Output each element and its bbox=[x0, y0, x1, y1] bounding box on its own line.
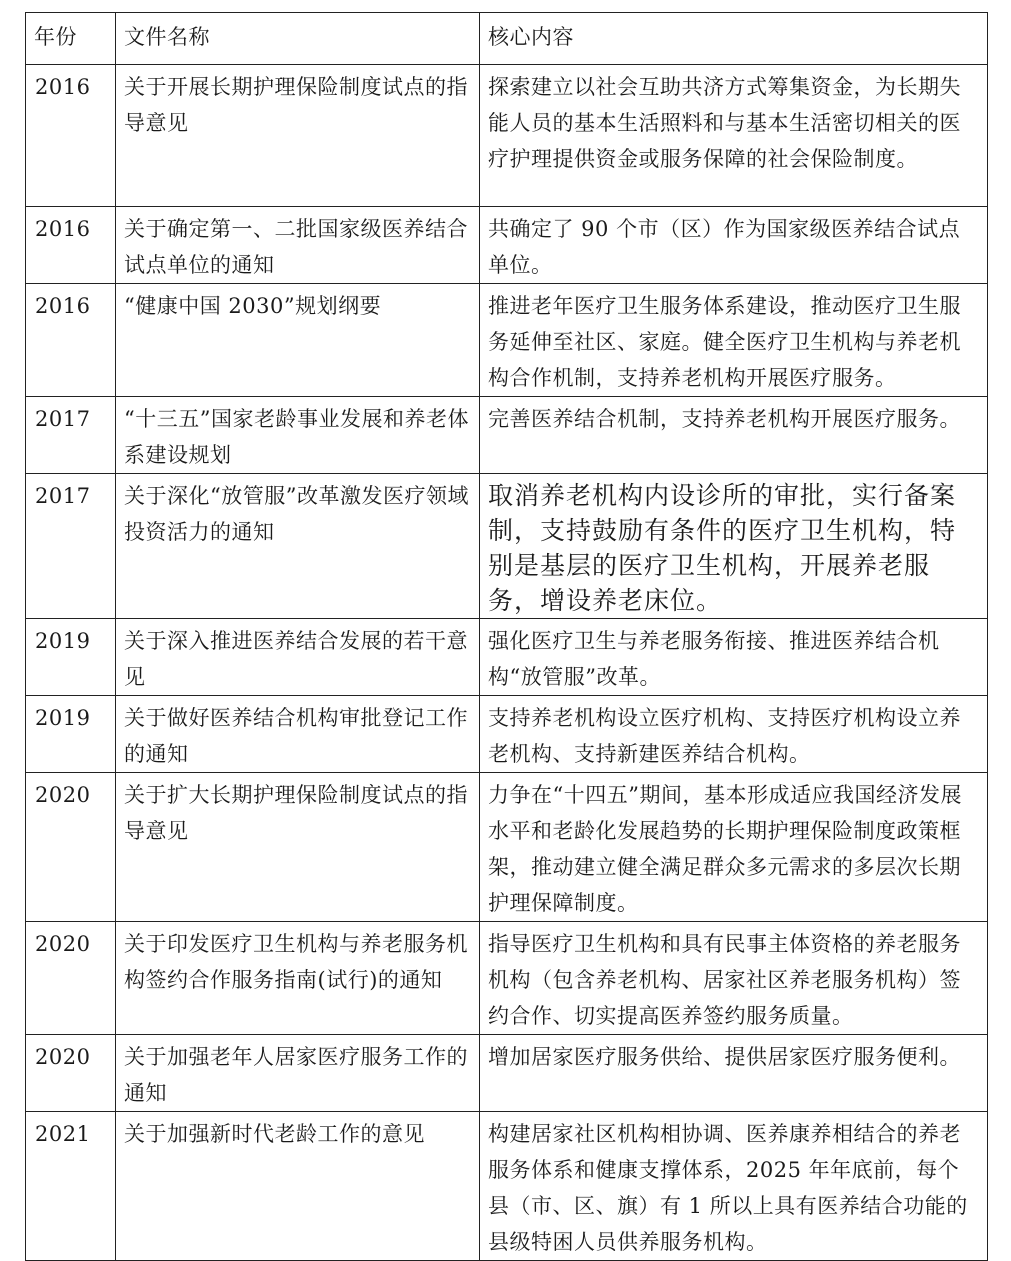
year-cell: 2020 bbox=[26, 1035, 116, 1112]
content-cell: 强化医疗卫生与养老服务衔接、推进医养结合机构“放管服”改革。 bbox=[480, 619, 988, 696]
year-cell: 2016 bbox=[26, 207, 116, 284]
file-name-cell: 关于加强老年人居家医疗服务工作的通知 bbox=[116, 1035, 480, 1112]
year-cell: 2020 bbox=[26, 773, 116, 922]
content-cell: 取消养老机构内设诊所的审批，实行备案制，支持鼓励有条件的医疗卫生机构，特别是基层的医疗卫生机构，开展养老服务，增设养老床位。 bbox=[480, 474, 988, 619]
table-row bbox=[26, 207, 988, 284]
header-year: 年份 bbox=[26, 13, 116, 65]
year-cell: 2021 bbox=[26, 1112, 116, 1261]
year-cell: 2017 bbox=[26, 474, 116, 619]
year-cell: 2020 bbox=[26, 922, 116, 1035]
content-cell: 推进老年医疗卫生服务体系建设，推动医疗卫生服务延伸至社区、家庭。健全医疗卫生机构与养老机构合作机制，支持养老机构开展医疗服务。 bbox=[480, 284, 988, 397]
table-row bbox=[26, 619, 988, 696]
content-cell: 支持养老机构设立医疗机构、支持医疗机构设立养老机构、支持新建医养结合机构。 bbox=[480, 696, 988, 773]
year-cell: 2016 bbox=[26, 65, 116, 207]
file-name-cell: “健康中国 2030”规划纲要 bbox=[116, 284, 480, 397]
header-file-name: 文件名称 bbox=[116, 13, 480, 65]
file-name-cell: 关于深入推进医养结合发展的若干意见 bbox=[116, 619, 480, 696]
table-row bbox=[26, 773, 988, 922]
table-header-row bbox=[26, 13, 988, 65]
file-name-cell: 关于扩大长期护理保险制度试点的指导意见 bbox=[116, 773, 480, 922]
header-core-content: 核心内容 bbox=[480, 13, 988, 65]
table-row bbox=[26, 65, 988, 207]
table-row bbox=[26, 1112, 988, 1261]
table-row bbox=[26, 397, 988, 474]
content-cell: 探索建立以社会互助共济方式筹集资金，为长期失能人员的基本生活照料和与基本生活密切相关的医疗护理提供资金或服务保障的社会保险制度。 bbox=[480, 65, 988, 207]
table-row bbox=[26, 1035, 988, 1112]
file-name-cell: “十三五”国家老龄事业发展和养老体系建设规划 bbox=[116, 397, 480, 474]
content-cell: 完善医养结合机制，支持养老机构开展医疗服务。 bbox=[480, 397, 988, 474]
table-row bbox=[26, 696, 988, 773]
table-row bbox=[26, 922, 988, 1035]
file-name-cell: 关于印发医疗卫生机构与养老服务机构签约合作服务指南(试行)的通知 bbox=[116, 922, 480, 1035]
content-cell: 力争在“十四五”期间，基本形成适应我国经济发展水平和老龄化发展趋势的长期护理保险制度政策框架，推动建立健全满足群众多元需求的多层次长期护理保障制度。 bbox=[480, 773, 988, 922]
year-cell: 2019 bbox=[26, 619, 116, 696]
year-cell: 2019 bbox=[26, 696, 116, 773]
table-row bbox=[26, 284, 988, 397]
file-name-cell: 关于开展长期护理保险制度试点的指导意见 bbox=[116, 65, 480, 207]
file-name-cell: 关于确定第一、二批国家级医养结合试点单位的通知 bbox=[116, 207, 480, 284]
table-row bbox=[26, 474, 988, 619]
policy-table bbox=[25, 12, 988, 1261]
year-cell: 2017 bbox=[26, 397, 116, 474]
file-name-cell: 关于加强新时代老龄工作的意见 bbox=[116, 1112, 480, 1261]
content-cell: 构建居家社区机构相协调、医养康养相结合的养老服务体系和健康支撑体系，2025 年年底前，每个县（市、区、旗）有 1 所以上具有医养结合功能的县级特困人员供养服务机构。 bbox=[480, 1112, 988, 1261]
year-cell: 2016 bbox=[26, 284, 116, 397]
content-cell: 共确定了 90 个市（区）作为国家级医养结合试点单位。 bbox=[480, 207, 988, 284]
content-cell: 增加居家医疗服务供给、提供居家医疗服务便利。 bbox=[480, 1035, 988, 1112]
file-name-cell: 关于深化“放管服”改革激发医疗领域投资活力的通知 bbox=[116, 474, 480, 619]
file-name-cell: 关于做好医养结合机构审批登记工作的通知 bbox=[116, 696, 480, 773]
content-cell: 指导医疗卫生机构和具有民事主体资格的养老服务机构（包含养老机构、居家社区养老服务机构）签约合作、切实提高医养签约服务质量。 bbox=[480, 922, 988, 1035]
